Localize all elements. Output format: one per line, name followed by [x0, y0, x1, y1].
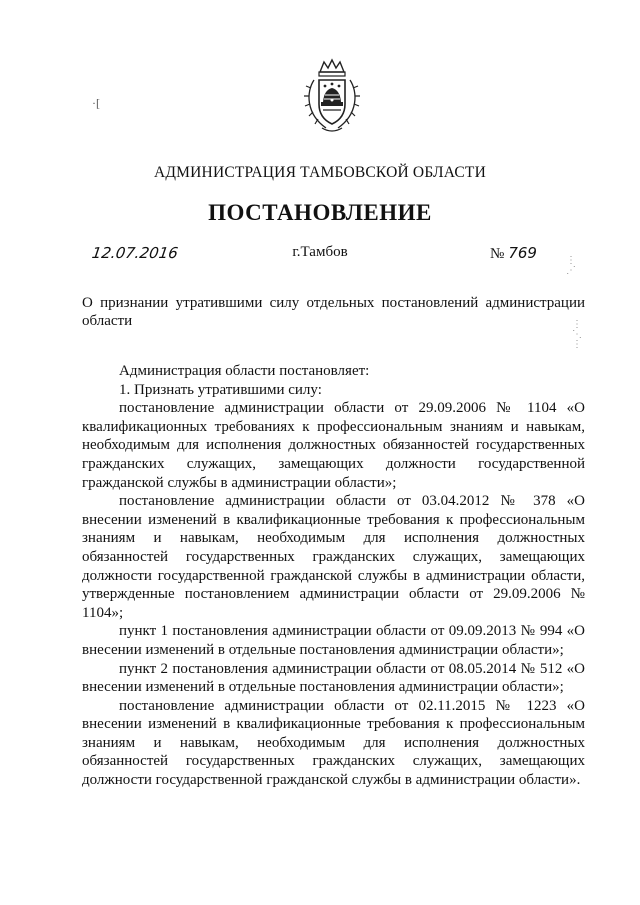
- document-date: 12.07.2016: [90, 244, 180, 262]
- number-value: 769: [508, 244, 537, 262]
- document-city: г.Тамбов: [292, 244, 348, 260]
- document-subject: О признании утратившими силу отдельных постановлений администрации области: [82, 295, 585, 329]
- number-prefix: №: [490, 246, 505, 262]
- repealed-item: пункт 2 постановления администрации области от 08.05.2014 № 512 «О внесении изменений в отдельные постановления администрации области»;: [82, 660, 585, 696]
- repealed-item: пункт 1 постановления администрации области от 09.09.2013 № 994 «О внесении изменений в отдельные постановления администрации области»;: [82, 623, 585, 658]
- repealed-item: постановление администрации области от 02.11.2015 № 1223 «О внесении изменений в квалификационные требования к профессиональным знаниям и навыкам, необходимым для исполнения должностных обязанностей государственных гражданских служащих, замещающих должности государственной гражданской службы в администрации области».: [82, 697, 585, 789]
- body-intro: Администрация области постановляет:: [119, 363, 370, 379]
- body-point-1: 1. Признать утратившими силу:: [119, 381, 322, 398]
- repealed-item: постановление администрации области от 29.09.2006 № 1104 «О квалификационных требованиях к профессиональным знаниям и навыкам, необходимым для исполнения должностных обязанностей государственных гражданских служащих, замещающих должности государственной гражданской службы в администрации области»;: [82, 400, 585, 491]
- organization-name: АДМИНИСТРАЦИЯ ТАМБОВСКОЙ ОБЛАСТИ: [154, 164, 486, 181]
- scan-noise: ⋮ ⋰: [566, 255, 576, 276]
- scan-noise: ⋮ ⋱ ⋮: [572, 319, 582, 350]
- tambov-coat-of-arms-icon: [302, 58, 362, 136]
- repealed-item: постановление администрации области от 03.04.2012 № 378 «О внесении изменений в квалификационные требования к профессиональным знаниям и навыкам, необходимым для исполнения должностных обязанностей государственных гражданских служащих, замещающих должности государственной гражданской службы в администрации области, утвержденные постановлением администрации области от 29.09.2006 № 1104»;: [82, 493, 585, 621]
- scan-mark: ·[: [92, 96, 100, 110]
- document-type-title: ПОСТАНОВЛЕНИЕ: [208, 200, 432, 225]
- document-body: [82, 362, 585, 790]
- document-number: [490, 244, 537, 263]
